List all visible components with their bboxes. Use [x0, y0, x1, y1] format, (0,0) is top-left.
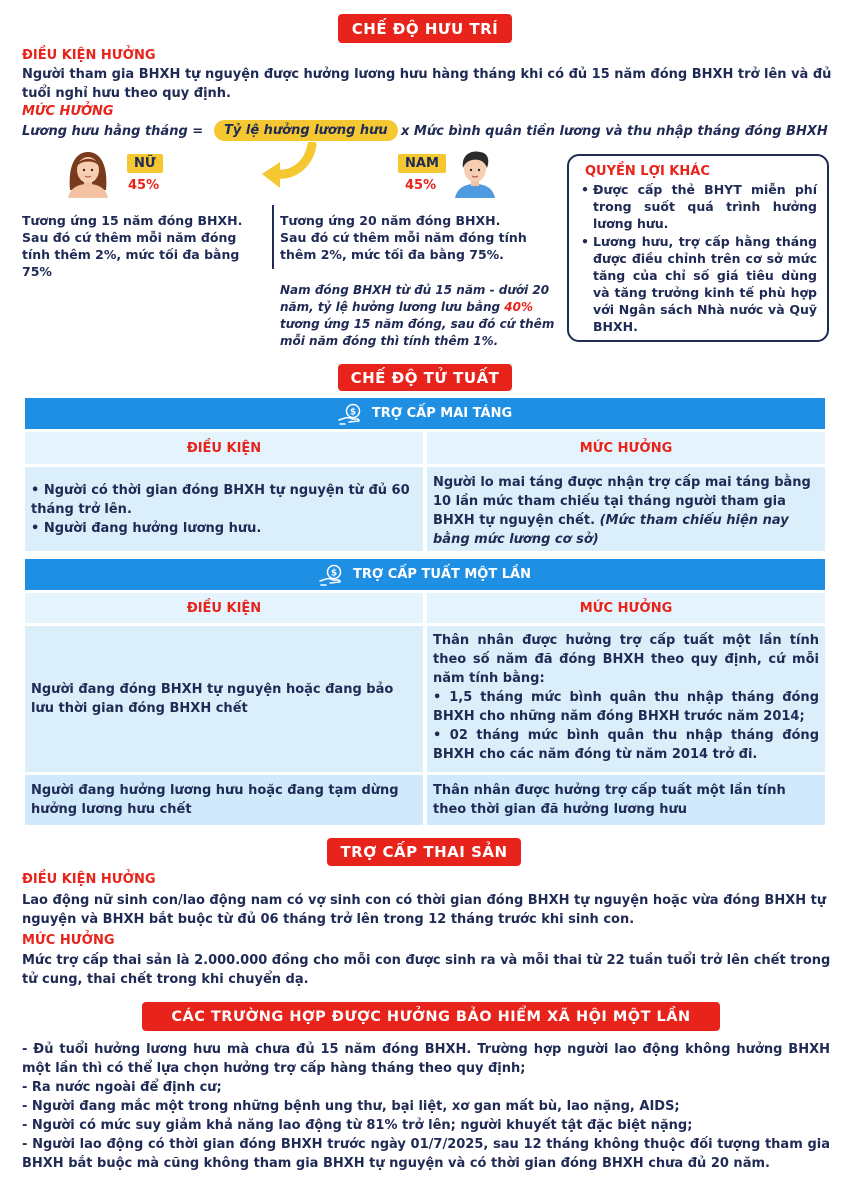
money-hand-icon [319, 564, 345, 586]
table-row [25, 626, 825, 772]
table-row [25, 467, 825, 551]
female-desc [22, 212, 270, 280]
female-desc-line: Tương ứng 15 năm đóng BHXH. [22, 213, 243, 228]
funeral-condition-cell [25, 467, 423, 551]
table-row [25, 775, 825, 825]
male-note-b: tương ứng 15 năm đóng, sau đó cứ thêm mỗi năm đóng thì tính thêm 1%. [280, 317, 555, 348]
male-desc-line: Tương ứng 20 năm đóng BHXH. [280, 213, 501, 228]
male-desc [280, 212, 560, 263]
formula-pill: Tỷ lệ hưởng lương hưu [214, 120, 398, 141]
lump-row2-benefit: Thân nhân được hưởng trợ cấp tuất một lần tính theo thời gian đã hưởng lương hưu [427, 775, 825, 825]
svg-text:$: $ [349, 407, 357, 417]
divider [272, 205, 274, 269]
maternity-benefit-heading: MỨC HƯỞNG [22, 933, 115, 948]
male-note-a: Nam đóng BHXH từ đủ 15 năm - dưới 20 năm, tỷ lệ hưởng lương lưu bằng [280, 283, 550, 314]
one-time-banner: CÁC TRƯỜNG HỢP ĐƯỢC HƯỞNG BẢO HIỂM XÃ HỘI MỘT LẦN [142, 1002, 720, 1031]
funeral-benefit-italic: (Mức tham chiếu hiện nay bằng mức lương cơ sở) [433, 513, 789, 547]
funeral-benefit-cell [427, 467, 825, 551]
male-avatar-icon [450, 146, 500, 198]
lump-table-title: TRỢ CẤP TUẤT MỘT LẦN [353, 567, 531, 582]
maternity-cond-text: Lao động nữ sinh con/lao động nam có vợ sinh con có thời gian đóng BHXH tự nguyện hoặc vừa đóng BHXH tự nguyện và BHXH bắt buộc từ đủ 06 tháng trở lên trong 12 tháng trước khi sinh con. [22, 893, 827, 927]
svg-text:$: $ [330, 568, 338, 578]
list-item: - Ra nước ngoài để định cư; [22, 1080, 222, 1095]
maternity-banner: TRỢ CẤP THAI SẢN [327, 838, 521, 866]
list-item: - Đủ tuổi hưởng lương hưu mà chưa đủ 15 năm đóng BHXH. Trường hợp người lao động không hưởng BHXH một lần thì có thể lựa chọn hưởng trợ cấp hàng tháng theo quy định; [22, 1042, 830, 1076]
other-benefit-item: • Lương hưu, trợ cấp hằng tháng được điều chỉnh trên cơ sở mức tăng của chỉ số giá tiêu dùng và tăng trưởng kinh tế phù hợp với Ngân sách Nhà nước và Quỹ BHXH. [581, 233, 817, 335]
list-item: - Người đang mắc một trong những bệnh ung thư, bại liệt, xơ gan mất bù, lao nặng, AIDS; [22, 1099, 680, 1114]
list-item: - Người lao động có thời gian đóng BHXH trước ngày 01/7/2025, sau 12 tháng không thuộc đối tượng tham gia BHXH bắt buộc mà cũng không tham gia BHXH tự nguyện và có thời gian đóng BHXH chưa đủ 20 năm. [22, 1137, 830, 1171]
lump-row2-condition: Người đang hưởng lương hưu hoặc đang tạm dừng hưởng lương hưu chết [25, 775, 423, 825]
female-pct: 45% [128, 178, 160, 193]
col-header-benefit: MỨC HƯỞNG [427, 432, 825, 464]
col-header-condition: ĐIỀU KIỆN [25, 593, 423, 623]
male-tag: NAM [398, 154, 446, 173]
lump-row1-line: • 1,5 tháng mức bình quân thu nhập tháng đóng BHXH cho những năm đóng BHXH trước năm 2014; [433, 690, 819, 724]
funeral-table-header [25, 398, 825, 429]
funeral-condition-line: • Người có thời gian đóng BHXH tự nguyện từ đủ 60 tháng trở lên. [31, 483, 410, 517]
female-avatar-icon [62, 146, 114, 198]
funeral-benefit-text: Người lo mai táng được nhận trợ cấp mai táng bằng 10 lần mức tham chiếu tại tháng người tham gia BHXH tự nguyện chết. [433, 475, 811, 528]
lump-row1-line: Thân nhân được hưởng trợ cấp tuất một lần tính theo số năm đã đóng BHXH theo quy định, cứ mỗi năm tính bằng: [433, 633, 819, 686]
funeral-condition-line: • Người đang hưởng lương hưu. [31, 521, 262, 536]
list-item: - Người có mức suy giảm khả năng lao động từ 81% trở lên; người khuyết tật đặc biệt nặng; [22, 1118, 693, 1133]
male-note [280, 282, 562, 350]
pension-benefit-heading: MỨC HƯỞNG [22, 104, 114, 119]
male-desc-line: thêm 2%, mức tối đa bằng 75%. [280, 247, 504, 262]
funeral-table [25, 398, 825, 551]
survivor-banner: CHẾ ĐỘ TỬ TUẤT [338, 364, 512, 391]
lump-table-header [25, 559, 825, 590]
maternity-benefit-text: Mức trợ cấp thai sản là 2.000.000 đồng cho mỗi con được sinh ra và mỗi thai từ 22 tuần tuổi trở lên chết trong tử cung, thai chết trong khi chuyển dạ. [22, 953, 831, 987]
pension-cond-heading: ĐIỀU KIỆN HƯỞNG [22, 48, 156, 63]
pension-banner: CHẾ ĐỘ HƯU TRÍ [338, 14, 512, 43]
curved-arrow-icon [258, 142, 320, 194]
formula-left: Lương hưu hằng tháng = [22, 124, 204, 139]
male-pct: 45% [405, 178, 437, 193]
male-note-highlight: 40% [504, 300, 534, 314]
other-benefits-box [567, 154, 829, 342]
col-header-condition: ĐIỀU KIỆN [25, 432, 423, 464]
lump-row1-benefit [427, 626, 825, 772]
lump-table-cols [25, 593, 825, 623]
pension-cond-text: Người tham gia BHXH tự nguyện được hưởng lương hưu hàng tháng khi có đủ 15 năm đóng BHXH trở lên và đủ tuổi nghỉ hưu theo quy định. [22, 67, 832, 101]
pension-formula [22, 121, 832, 145]
maternity-cond-heading: ĐIỀU KIỆN HƯỞNG [22, 872, 156, 887]
one-time-list [22, 1040, 830, 1173]
female-tag: NỮ [127, 154, 163, 173]
lump-table [25, 559, 825, 825]
male-desc-line: Sau đó cứ thêm mỗi năm đóng tính [280, 230, 527, 245]
female-desc-line: tính thêm 2%, mức tối đa bằng 75% [22, 247, 240, 279]
lump-row1-condition: Người đang đóng BHXH tự nguyện hoặc đang bảo lưu thời gian đóng BHXH chết [25, 626, 423, 772]
funeral-table-cols [25, 432, 825, 464]
female-desc-line: Sau đó cứ thêm mỗi năm đóng [22, 230, 237, 245]
formula-right: x Mức bình quân tiền lương và thu nhập tháng đóng BHXH [401, 124, 828, 139]
funeral-table-title: TRỢ CẤP MAI TÁNG [371, 406, 513, 421]
col-header-benefit: MỨC HƯỞNG [427, 593, 825, 623]
lump-row1-line: • 02 tháng mức bình quân thu nhập tháng đóng BHXH cho các năm đóng từ năm 2014 trở đi. [433, 728, 819, 762]
other-benefit-item: • Được cấp thẻ BHYT miễn phí trong suốt quá trình hưởng lương hưu. [581, 181, 817, 232]
money-hand-icon [338, 403, 364, 425]
other-benefits-title: QUYỀN LỢI KHÁC [585, 164, 710, 179]
